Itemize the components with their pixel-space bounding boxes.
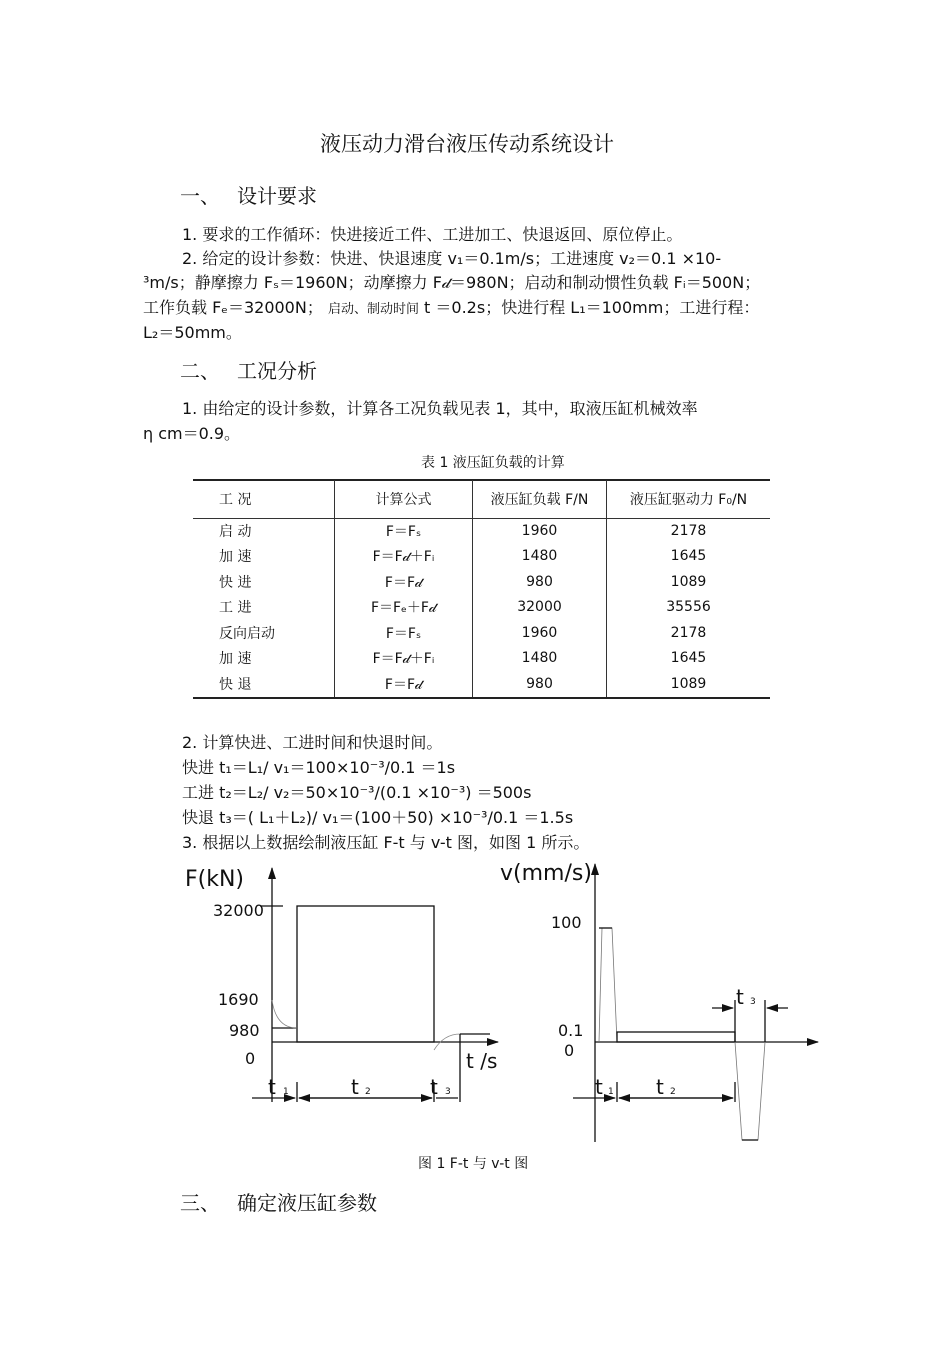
header-drive-force: 液压缸驱动力 F₀/N [607,480,771,518]
requirement-item-2-line2: ³m/s；静摩擦力 Fₛ＝1960N；动摩擦力 F𝒹＝980N；启动和制动惯性负载 Fᵢ＝500N； [143,273,761,292]
ft-labels [185,867,497,1099]
calc-fast-out: 快退 t₃＝( L₁＋L₂)/ v₁＝(100＋50) ×10⁻³/0.1 ＝1.5s [182,808,574,827]
vt-label-0: 0 [564,1041,575,1060]
vt-fast-out-trapezoid [735,1042,765,1140]
table-row: 反向启动 F＝Fₛ 1960 2178 [193,620,770,646]
section3-heading: 确定液压缸参数 [237,1191,377,1215]
requirement-item-2-line3 [143,295,759,318]
ft-t1-sub: 1 [283,1087,289,1097]
figure-caption: 图 1 F-t 与 v-t 图 [418,1156,529,1172]
table-row: 快 进 F＝F𝒹 980 1089 [193,569,770,595]
header-formula: 计算公式 [335,480,473,518]
calc-fast-in: 快进 t₁＝L₁/ v₁＝100×10⁻³/0.1 ＝1s [182,758,456,777]
table-row: 加 速 F＝F𝒹＋Fᵢ 1480 1645 [193,544,770,570]
ft-label-1690: 1690 [218,990,259,1009]
ft-t1-label: t [268,1075,276,1099]
vt-t1-sub: 1 [608,1087,614,1097]
vt-labels [500,861,756,1099]
section1-number: 一、 [180,184,220,208]
table-row: 加 速 F＝F𝒹＋Fᵢ 1480 1645 [193,646,770,672]
load-table [193,480,770,697]
ft-t3-label: t [430,1075,438,1099]
vt-label-0-1: 0.1 [558,1021,584,1040]
vt-work-in-rect [617,1032,735,1042]
page-title: 液压动力滑台液压传动系统设计 [320,132,614,156]
calc-item-3: 3. 根据以上数据绘制液压缸 F-t 与 v-t 图，如图 1 所示。 [182,833,590,852]
ft-label-32000: 32000 [213,901,264,920]
vt-fast-in-trapezoid [599,928,617,1042]
table-header-row [193,480,770,518]
header-condition: 工 况 [193,480,335,518]
ft-label-0: 0 [245,1049,256,1068]
section2-number: 二、 [180,359,220,383]
ft-t2-label: t [351,1075,359,1099]
table-row: 启 动 F＝Fₛ 1960 2178 [193,518,770,544]
table-row: 工 进 F＝Fₑ＋F𝒹 32000 35556 [193,595,770,621]
ft-label-980: 980 [229,1021,260,1040]
calc-item-2: 2. 计算快进、工进时间和快退时间。 [182,733,443,752]
requirement-item-2-line4: L₂＝50mm。 [143,323,242,342]
ft-y-label: F(kN) [185,867,245,892]
vt-y-label: v(mm/s) [500,861,592,886]
vt-t1-label: t [595,1075,603,1099]
vt-t2-sub: 2 [670,1087,676,1097]
section1-heading: 设计要求 [237,184,317,208]
analysis-item-1-line2: η cm＝0.9。 [143,424,241,443]
table-bottom-rule [193,697,770,699]
requirement-item-2-line1: 2. 给定的设计参数：快进、快退速度 v₁＝0.1m/s；工进速度 v₂＝0.1 ×10- [182,249,722,268]
section2-heading: 工况分析 [237,359,317,383]
vt-t2-label: t [656,1075,664,1099]
ft-work-load-rect [297,906,434,1042]
work-load-text: 工作负载 Fₑ＝32000N； [143,298,323,317]
start-brake-text: 启动、制动时间 [327,302,419,317]
requirement-item-1: 1. 要求的工作循环：快进接近工件、工进加工、快退返回、原位停止。 [182,225,683,244]
table-row: 快 退 F＝F𝒹 980 1089 [193,671,770,697]
ft-t2-sub: 2 [365,1087,371,1097]
vt-diagram [573,864,818,1142]
ft-x-label: t /s [466,1049,498,1073]
ft-start-curve [272,1000,297,1028]
table-caption: 表 1 液压缸负载的计算 [421,455,565,471]
ft-diagram [252,868,498,1102]
ft-t3-sub: 3 [445,1087,451,1097]
section3-number: 三、 [180,1191,220,1215]
vt-t3-sub: 3 [750,997,756,1007]
header-load: 液压缸负载 F/N [473,480,607,518]
vt-label-100: 100 [551,913,582,932]
calc-work-in: 工进 t₂＝L₂/ v₂＝50×10⁻³/(0.1 ×10⁻³) ＝500s [182,783,532,802]
analysis-item-1-line1: 1. 由给定的设计参数，计算各工况负载见表 1，其中，取液压缸机械效率 [182,399,698,418]
ft-vt-figure [0,850,950,1150]
vt-t3-label: t [736,985,744,1009]
time-stroke-text: t ＝0.2s；快进行程 L₁＝100mm；工进行程： [424,298,760,317]
